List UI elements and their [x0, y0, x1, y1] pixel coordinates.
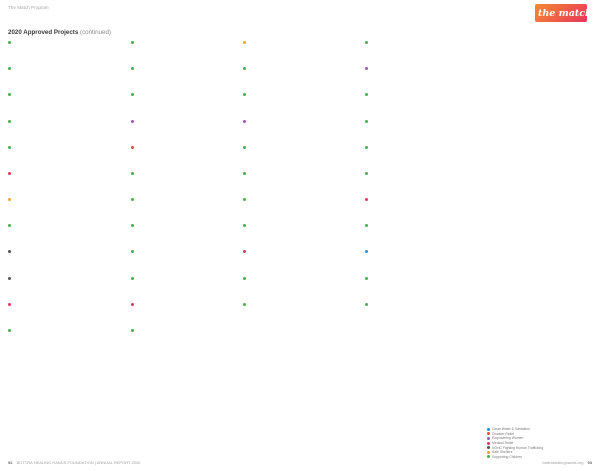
page-number-left: 92	[8, 460, 13, 465]
project-entry	[131, 249, 239, 270]
category-dot-icon	[8, 172, 11, 175]
project-description	[137, 79, 239, 87]
project-description	[371, 289, 473, 297]
project-description	[249, 262, 351, 270]
project-description	[14, 132, 116, 140]
category-dot-icon	[365, 67, 368, 70]
category-dot-icon	[131, 172, 134, 175]
project-entry	[365, 92, 473, 113]
project-description	[249, 289, 351, 297]
project-description	[14, 315, 116, 323]
project-entry	[243, 249, 351, 270]
project-description	[249, 158, 351, 166]
category-dot-icon	[131, 303, 134, 306]
header-label: The Match Program	[8, 5, 49, 10]
project-description	[249, 184, 351, 192]
project-description	[137, 132, 239, 140]
project-entry	[131, 171, 239, 192]
category-dot-icon	[243, 224, 246, 227]
category-dot-icon	[8, 146, 11, 149]
footer-left	[8, 460, 140, 465]
page-title-suffix: (continued)	[80, 29, 111, 36]
project-entry	[243, 145, 351, 166]
category-dot-icon	[8, 93, 11, 96]
category-dot-icon	[131, 198, 134, 201]
category-dot-icon	[365, 250, 368, 253]
project-column-1	[8, 40, 116, 354]
project-entry	[131, 276, 239, 297]
project-entry	[8, 119, 116, 140]
page-title	[8, 29, 111, 36]
project-description	[249, 105, 351, 113]
category-dot-icon	[8, 224, 11, 227]
project-description	[249, 132, 351, 140]
legend-label: Disaster Relief	[492, 431, 515, 436]
legend-label: Clean Water & Sanitation	[492, 427, 530, 432]
legend-dot-icon	[487, 455, 490, 458]
category-dot-icon	[243, 41, 246, 44]
project-description	[14, 341, 116, 349]
project-entry	[243, 276, 351, 297]
project-entry	[131, 328, 239, 349]
project-entry	[8, 145, 116, 166]
project-entry	[365, 223, 473, 244]
category-dot-icon	[131, 93, 134, 96]
project-description	[371, 184, 473, 192]
project-entry	[365, 171, 473, 192]
category-dot-icon	[131, 277, 134, 280]
project-entry	[243, 302, 351, 323]
category-dot-icon	[131, 146, 134, 149]
legend-item	[487, 455, 543, 460]
legend-label: Supporting Children	[492, 454, 522, 459]
project-entry	[243, 171, 351, 192]
project-description	[137, 236, 239, 244]
project-column-4	[365, 40, 473, 328]
category-dot-icon	[131, 67, 134, 70]
project-entry	[131, 197, 239, 218]
project-description	[14, 236, 116, 244]
footer-right-text: bottrahealinghands.org	[542, 460, 584, 465]
logo-mark-text: the match	[538, 8, 592, 19]
project-description	[14, 289, 116, 297]
project-description	[137, 210, 239, 218]
project-description	[371, 105, 473, 113]
project-entry	[131, 119, 239, 140]
project-entry	[8, 66, 116, 87]
project-entry	[131, 145, 239, 166]
brand-logo	[535, 4, 592, 26]
project-description	[371, 158, 473, 166]
category-dot-icon	[8, 67, 11, 70]
project-entry	[365, 197, 473, 218]
category-dot-icon	[243, 93, 246, 96]
category-dot-icon	[8, 303, 11, 306]
project-entry	[131, 223, 239, 244]
category-dot-icon	[365, 277, 368, 280]
project-entry	[243, 223, 351, 244]
project-entry	[365, 66, 473, 87]
category-dot-icon	[243, 67, 246, 70]
project-entry	[8, 40, 116, 61]
project-entry	[8, 197, 116, 218]
project-entry	[365, 119, 473, 140]
category-dot-icon	[131, 224, 134, 227]
project-description	[14, 53, 116, 61]
page-number-right: 93	[587, 460, 592, 465]
legend-label: NOHC Fighting Human Trafficking	[492, 445, 544, 450]
legend-dot-icon	[487, 437, 490, 440]
project-description	[137, 105, 239, 113]
project-description	[249, 315, 351, 323]
project-description	[249, 236, 351, 244]
legend-label: Medical Relief	[492, 441, 514, 446]
project-description	[137, 341, 239, 349]
logo-mark-icon	[538, 7, 592, 19]
project-description	[371, 53, 473, 61]
footer-left-text: BOTTRA HEALING HANDS FOUNDATION | ANNUAL REPORT 2020	[16, 460, 141, 465]
category-dot-icon	[243, 250, 246, 253]
project-description	[371, 210, 473, 218]
project-description	[371, 132, 473, 140]
project-entry	[8, 249, 116, 270]
project-description	[137, 315, 239, 323]
project-entry	[131, 66, 239, 87]
project-description	[14, 79, 116, 87]
category-dot-icon	[8, 250, 11, 253]
project-entry	[8, 276, 116, 297]
legend-label: Empowering Women	[492, 436, 524, 441]
legend-dot-icon	[487, 446, 490, 449]
legend-dot-icon	[487, 442, 490, 445]
project-description	[249, 53, 351, 61]
category-dot-icon	[243, 120, 246, 123]
project-description	[14, 262, 116, 270]
category-dot-icon	[365, 93, 368, 96]
project-description	[14, 105, 116, 113]
project-description	[249, 210, 351, 218]
page-title-main: 2020 Approved Projects	[8, 29, 79, 36]
project-entry	[8, 302, 116, 323]
project-description	[371, 315, 473, 323]
project-entry	[131, 302, 239, 323]
project-entry	[131, 92, 239, 113]
category-legend	[487, 427, 543, 459]
category-dot-icon	[243, 146, 246, 149]
legend-dot-icon	[487, 428, 490, 431]
category-dot-icon	[365, 224, 368, 227]
project-entry	[365, 302, 473, 323]
project-description	[137, 53, 239, 61]
category-dot-icon	[365, 198, 368, 201]
category-dot-icon	[365, 172, 368, 175]
category-dot-icon	[365, 303, 368, 306]
project-description	[137, 289, 239, 297]
category-dot-icon	[243, 303, 246, 306]
project-entry	[131, 40, 239, 61]
category-dot-icon	[131, 250, 134, 253]
category-dot-icon	[365, 146, 368, 149]
project-description	[14, 184, 116, 192]
category-dot-icon	[243, 198, 246, 201]
project-description	[371, 262, 473, 270]
category-dot-icon	[8, 329, 11, 332]
legend-dot-icon	[487, 451, 490, 454]
category-dot-icon	[131, 41, 134, 44]
category-dot-icon	[8, 41, 11, 44]
legend-dot-icon	[487, 432, 490, 435]
project-description	[137, 262, 239, 270]
project-description	[249, 79, 351, 87]
project-entry	[8, 171, 116, 192]
project-description	[14, 158, 116, 166]
project-entry	[365, 249, 473, 270]
category-dot-icon	[365, 41, 368, 44]
project-entry	[243, 66, 351, 87]
project-entry	[365, 276, 473, 297]
project-entry	[243, 197, 351, 218]
project-description	[371, 79, 473, 87]
project-description	[137, 158, 239, 166]
project-entry	[8, 92, 116, 113]
project-entry	[243, 119, 351, 140]
category-dot-icon	[243, 277, 246, 280]
category-dot-icon	[365, 120, 368, 123]
category-dot-icon	[8, 198, 11, 201]
project-entry	[365, 40, 473, 61]
category-dot-icon	[131, 329, 134, 332]
project-description	[137, 184, 239, 192]
project-entry	[243, 40, 351, 61]
legend-label: Safe Shelters	[492, 450, 513, 455]
legend-item	[487, 445, 543, 450]
project-entry	[8, 223, 116, 244]
project-column-2	[131, 40, 239, 354]
project-entry	[243, 92, 351, 113]
category-dot-icon	[8, 120, 11, 123]
category-dot-icon	[131, 120, 134, 123]
category-dot-icon	[8, 277, 11, 280]
project-description	[371, 236, 473, 244]
project-column-3	[243, 40, 351, 328]
project-description	[14, 210, 116, 218]
category-dot-icon	[243, 172, 246, 175]
project-entry	[365, 145, 473, 166]
project-entry	[8, 328, 116, 349]
footer-right	[543, 460, 593, 465]
